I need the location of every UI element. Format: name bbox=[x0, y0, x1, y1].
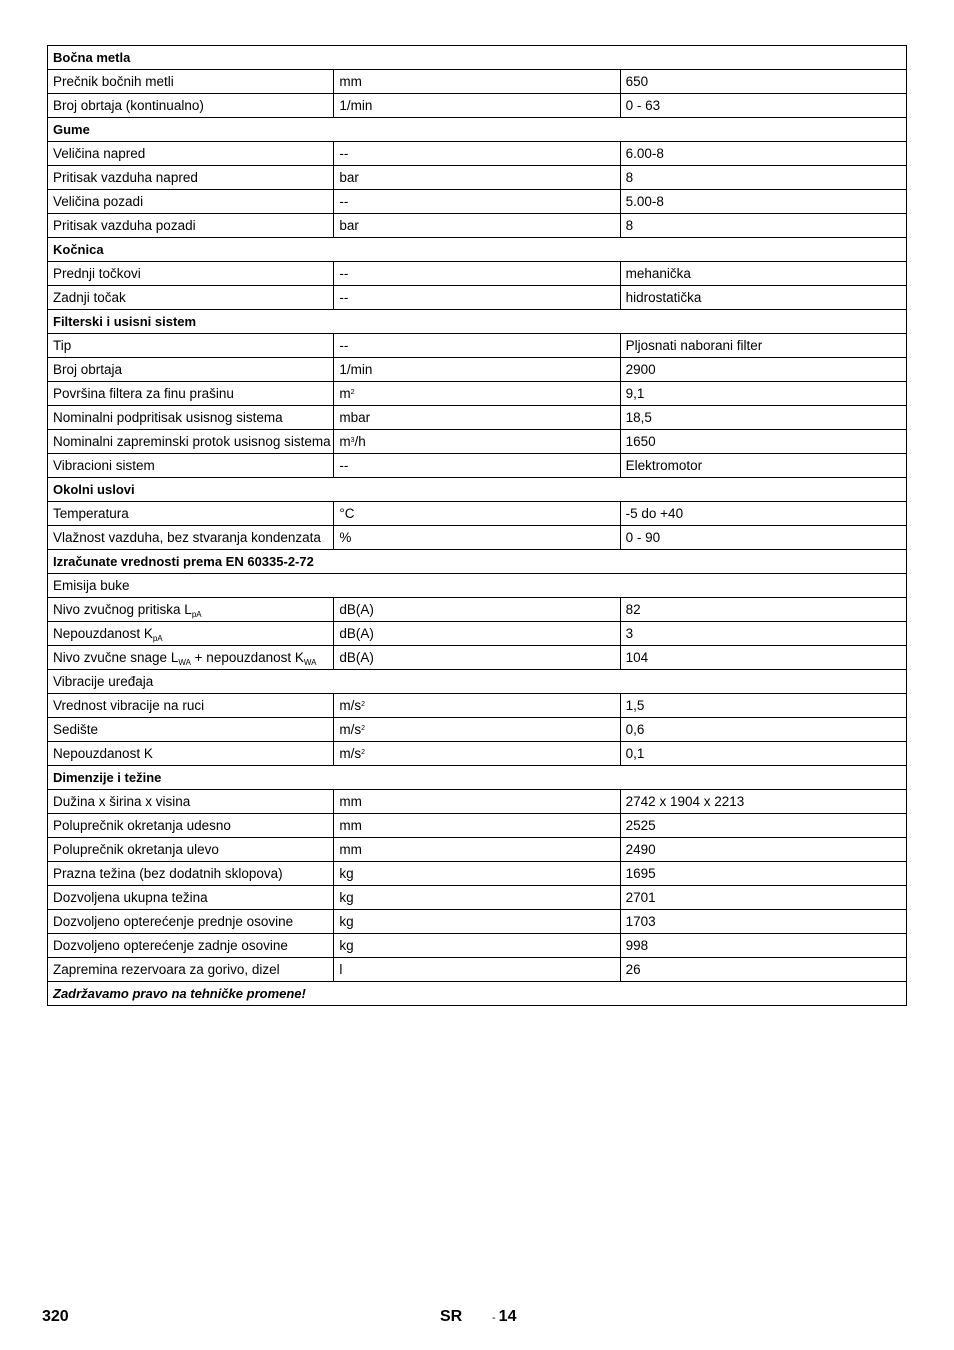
spec-row bbox=[48, 718, 907, 742]
spec-label: Veličina napred bbox=[48, 142, 334, 166]
spec-label: Temperatura bbox=[48, 502, 334, 526]
spec-unit: kg bbox=[334, 910, 620, 934]
spec-value: 1703 bbox=[620, 910, 906, 934]
spec-row bbox=[48, 910, 907, 934]
spec-label: Broj obrtaja bbox=[48, 358, 334, 382]
spec-unit: -- bbox=[334, 262, 620, 286]
unit-superscript: 2 bbox=[361, 700, 365, 708]
spec-value: 2900 bbox=[620, 358, 906, 382]
spec-value: 0,1 bbox=[620, 742, 906, 766]
spec-unit: bar bbox=[334, 166, 620, 190]
label-text: + nepouzdanost K bbox=[190, 649, 304, 665]
spec-label bbox=[48, 646, 334, 670]
language-code: SR bbox=[440, 1308, 463, 1325]
spec-value: 8 bbox=[620, 214, 906, 238]
spec-value: 104 bbox=[620, 646, 906, 670]
spec-row bbox=[48, 166, 907, 190]
footer-note-row bbox=[48, 982, 907, 1006]
unit-suffix: /h bbox=[354, 433, 366, 449]
page-number: 320 bbox=[42, 1308, 69, 1325]
spec-value: 1,5 bbox=[620, 694, 906, 718]
spec-unit: -- bbox=[334, 142, 620, 166]
spec-label: Broj obrtaja (kontinualno) bbox=[48, 94, 334, 118]
spec-unit: -- bbox=[334, 286, 620, 310]
spec-unit: l bbox=[334, 958, 620, 982]
unit-base: m bbox=[339, 385, 351, 401]
section-title: Kočnica bbox=[48, 238, 907, 262]
label-subscript: WA bbox=[178, 657, 191, 667]
spec-row bbox=[48, 838, 907, 862]
spec-label: Nepouzdanost K bbox=[48, 742, 334, 766]
spec-unit bbox=[334, 382, 620, 406]
spec-label: Zadnji točak bbox=[48, 286, 334, 310]
spec-value: 0 - 90 bbox=[620, 526, 906, 550]
spec-value: 8 bbox=[620, 166, 906, 190]
spec-row bbox=[48, 358, 907, 382]
spec-unit: bar bbox=[334, 214, 620, 238]
label-text: Nivo zvučne snage L bbox=[53, 649, 179, 665]
spec-label: Površina filtera za finu prašinu bbox=[48, 382, 334, 406]
section-header bbox=[48, 310, 907, 334]
spec-label: Veličina pozadi bbox=[48, 190, 334, 214]
spec-unit bbox=[334, 694, 620, 718]
spec-row bbox=[48, 70, 907, 94]
section-title: Dimenzije i težine bbox=[48, 766, 907, 790]
spec-label: Dozvoljeno opterećenje zadnje osovine bbox=[48, 934, 334, 958]
spec-unit: -- bbox=[334, 334, 620, 358]
section-title: Gume bbox=[48, 118, 907, 142]
spec-unit: dB(A) bbox=[334, 622, 620, 646]
section-title: Okolni uslovi bbox=[48, 478, 907, 502]
spec-value: -5 do +40 bbox=[620, 502, 906, 526]
spec-row bbox=[48, 502, 907, 526]
spec-value: 2490 bbox=[620, 838, 906, 862]
spec-row bbox=[48, 334, 907, 358]
footer-note: Zadržavamo pravo na tehničke promene! bbox=[48, 982, 907, 1006]
section-title: Filterski i usisni sistem bbox=[48, 310, 907, 334]
spec-unit: 1/min bbox=[334, 358, 620, 382]
spec-unit: kg bbox=[334, 934, 620, 958]
spec-row bbox=[48, 934, 907, 958]
device-vibration-label: Vibracije uređaja bbox=[48, 670, 907, 694]
spec-value: hidrostatička bbox=[620, 286, 906, 310]
unit-base: m/s bbox=[339, 721, 362, 737]
spec-label: Pritisak vazduha napred bbox=[48, 166, 334, 190]
spec-value: 650 bbox=[620, 70, 906, 94]
spec-row bbox=[48, 790, 907, 814]
spec-unit: mbar bbox=[334, 406, 620, 430]
spec-row bbox=[48, 694, 907, 718]
spec-unit bbox=[334, 718, 620, 742]
spec-row bbox=[48, 94, 907, 118]
spec-row bbox=[48, 814, 907, 838]
spec-value: 0 - 63 bbox=[620, 94, 906, 118]
spec-unit: °C bbox=[334, 502, 620, 526]
spec-value: 3 bbox=[620, 622, 906, 646]
spec-value: 2701 bbox=[620, 886, 906, 910]
spec-label: Dozvoljeno opterećenje prednje osovine bbox=[48, 910, 334, 934]
spec-value: 1650 bbox=[620, 430, 906, 454]
label-subscript: pA bbox=[152, 633, 163, 643]
spec-value: mehanička bbox=[620, 262, 906, 286]
spec-unit: mm bbox=[334, 838, 620, 862]
spec-label: Zapremina rezervoara za gorivo, dizel bbox=[48, 958, 334, 982]
label-text: Nivo zvučnog pritiska L bbox=[53, 601, 192, 617]
spec-label: Vibracioni sistem bbox=[48, 454, 334, 478]
spec-unit: kg bbox=[334, 862, 620, 886]
spec-label: Tip bbox=[48, 334, 334, 358]
spec-unit: -- bbox=[334, 454, 620, 478]
spec-unit: mm bbox=[334, 790, 620, 814]
spec-label: Sedište bbox=[48, 718, 334, 742]
spec-value: 0,6 bbox=[620, 718, 906, 742]
device-vibration bbox=[48, 670, 907, 694]
unit-base: m bbox=[339, 433, 351, 449]
spec-value: Elektromotor bbox=[620, 454, 906, 478]
unit-superscript: 2 bbox=[361, 724, 365, 732]
spec-row bbox=[48, 622, 907, 646]
spec-label bbox=[48, 622, 334, 646]
spec-value: 26 bbox=[620, 958, 906, 982]
spec-label: Dozvoljena ukupna težina bbox=[48, 886, 334, 910]
spec-label: Poluprečnik okretanja udesno bbox=[48, 814, 334, 838]
spec-row bbox=[48, 454, 907, 478]
spec-unit: 1/min bbox=[334, 94, 620, 118]
spec-unit: dB(A) bbox=[334, 598, 620, 622]
noise-emission bbox=[48, 574, 907, 598]
spec-value: 5.00-8 bbox=[620, 190, 906, 214]
section-header bbox=[48, 550, 907, 574]
subpage-dash: - bbox=[492, 1312, 496, 1324]
spec-label: Nominalni podpritisak usisnog sistema bbox=[48, 406, 334, 430]
spec-row bbox=[48, 862, 907, 886]
unit-superscript: 3 bbox=[350, 436, 355, 444]
label-subscript: pA bbox=[191, 609, 202, 619]
spec-row bbox=[48, 526, 907, 550]
spec-label: Poluprečnik okretanja ulevo bbox=[48, 838, 334, 862]
spec-value: 998 bbox=[620, 934, 906, 958]
spec-row bbox=[48, 646, 907, 670]
spec-row bbox=[48, 214, 907, 238]
spec-value: 6.00-8 bbox=[620, 142, 906, 166]
spec-row bbox=[48, 742, 907, 766]
spec-row bbox=[48, 142, 907, 166]
spec-row bbox=[48, 286, 907, 310]
section-title: Bočna metla bbox=[48, 46, 907, 70]
spec-row bbox=[48, 406, 907, 430]
spec-unit: dB(A) bbox=[334, 646, 620, 670]
spec-row bbox=[48, 262, 907, 286]
spec-value: Pljosnati naborani filter bbox=[620, 334, 906, 358]
spec-value: 2525 bbox=[620, 814, 906, 838]
section-header bbox=[48, 118, 907, 142]
technical-data-table bbox=[47, 45, 907, 1006]
spec-label bbox=[48, 598, 334, 622]
section-header bbox=[48, 766, 907, 790]
spec-unit: mm bbox=[334, 70, 620, 94]
section-header bbox=[48, 478, 907, 502]
spec-unit: mm bbox=[334, 814, 620, 838]
spec-unit: kg bbox=[334, 886, 620, 910]
spec-row bbox=[48, 430, 907, 454]
spec-unit bbox=[334, 742, 620, 766]
spec-value: 82 bbox=[620, 598, 906, 622]
spec-row bbox=[48, 958, 907, 982]
spec-label: Vlažnost vazduha, bez stvaranja kondenzata bbox=[48, 526, 334, 550]
unit-base: m/s bbox=[339, 697, 362, 713]
spec-row bbox=[48, 598, 907, 622]
subpage-indicator bbox=[492, 1308, 516, 1326]
spec-value: 9,1 bbox=[620, 382, 906, 406]
spec-unit bbox=[334, 430, 620, 454]
section-title: Izračunate vrednosti prema EN 60335-2-72 bbox=[48, 550, 907, 574]
label-text: Nepouzdanost K bbox=[53, 625, 153, 641]
subpage-number: 14 bbox=[498, 1308, 517, 1325]
spec-label: Prednji točkovi bbox=[48, 262, 334, 286]
section-header bbox=[48, 238, 907, 262]
spec-row bbox=[48, 190, 907, 214]
noise-emission-label: Emisija buke bbox=[48, 574, 907, 598]
spec-unit: -- bbox=[334, 190, 620, 214]
spec-value: 18,5 bbox=[620, 406, 906, 430]
spec-label: Vrednost vibracije na ruci bbox=[48, 694, 334, 718]
spec-label: Pritisak vazduha pozadi bbox=[48, 214, 334, 238]
spec-value: 1695 bbox=[620, 862, 906, 886]
spec-value: 2742 x 1904 x 2213 bbox=[620, 790, 906, 814]
unit-superscript: 2 bbox=[350, 388, 355, 396]
unit-superscript: 2 bbox=[361, 748, 365, 756]
spec-label: Prečnik bočnih metli bbox=[48, 70, 334, 94]
spec-unit: % bbox=[334, 526, 620, 550]
unit-base: m/s bbox=[339, 745, 362, 761]
spec-label: Nominalni zapreminski protok usisnog sistema bbox=[48, 430, 334, 454]
section-header bbox=[48, 46, 907, 70]
label-subscript: WA bbox=[303, 657, 317, 667]
spec-label: Prazna težina (bez dodatnih sklopova) bbox=[48, 862, 334, 886]
spec-row bbox=[48, 886, 907, 910]
spec-row bbox=[48, 382, 907, 406]
spec-label: Dužina x širina x visina bbox=[48, 790, 334, 814]
